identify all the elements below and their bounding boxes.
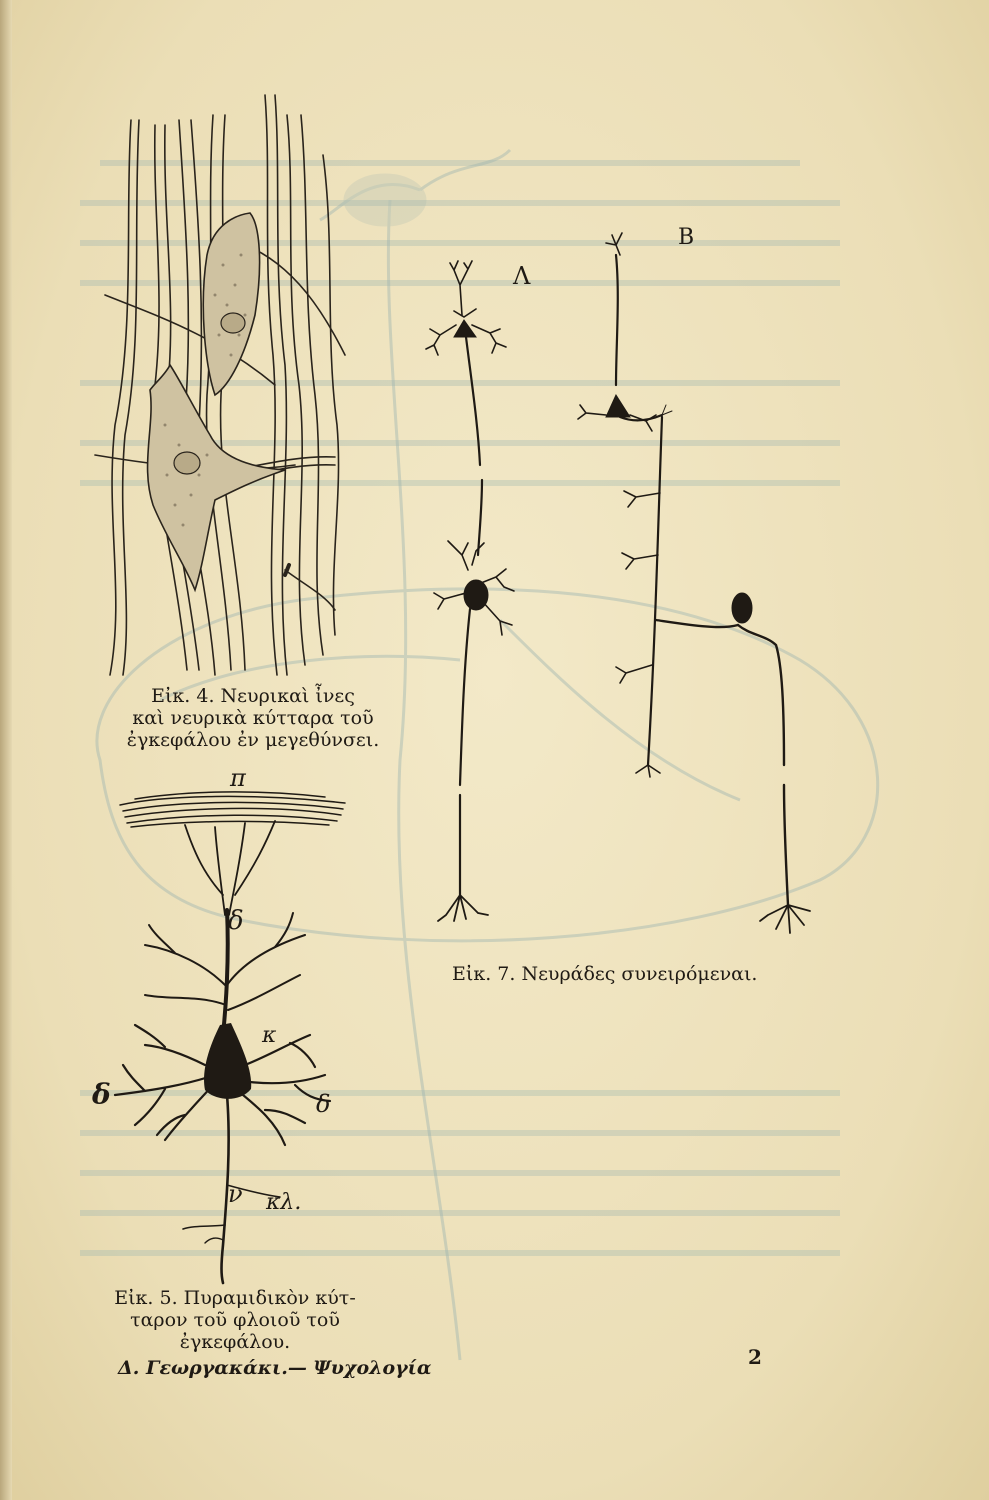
figure5-caption-line3: ἐγκεφάλου. (179, 1330, 291, 1353)
nerve-cell-lower (148, 365, 285, 590)
figure5-label-delta-right: δ (316, 1090, 331, 1118)
page-number: 2 (748, 1345, 762, 1369)
figure4-caption-line3: ἐγκεφάλου ἐν μεγεθύνσει. (126, 728, 380, 751)
figure4-caption-line2: καὶ νευρικὰ κύτταρα τοῦ (132, 706, 374, 729)
neuron-chain-lambda (426, 261, 514, 921)
figure7-neuron-chain-illustration (420, 225, 820, 945)
figure5-label-kappa: κ (262, 1023, 277, 1048)
figure7-caption: Εἰκ. 7. Νευράδες συνειρόμεναι. (452, 963, 758, 985)
figure5-label-delta-top: δ (228, 906, 244, 936)
figure4-caption (118, 686, 388, 752)
figure5-caption-line1: Εἰκ. 5. Πυραμιδικὸν κύτ- (114, 1287, 356, 1309)
footer-author-title: Δ. Γεωργακάκι.— Ψυχολογία (118, 1357, 432, 1379)
figure7-label-beta: Β (678, 225, 695, 250)
neuron-chain-beta (578, 233, 810, 933)
page-gutter (0, 0, 12, 1500)
figure7-label-lambda: Λ (513, 262, 531, 290)
nerve-cell-upper (203, 213, 259, 395)
figure5-label-delta-left: δ (92, 1078, 111, 1111)
figure5-pyramidal-cell-illustration (105, 785, 355, 1285)
figure5-label-nu: ν (228, 1180, 243, 1208)
figure4-caption-line1: Εἰκ. 4. Νευρικαὶ ἶνες (151, 685, 355, 707)
pyramidal-cell-body (204, 1023, 251, 1099)
figure5-caption (100, 1288, 370, 1354)
figure5-caption-line2: ταρον τοῦ φλοιοῦ τοῦ (130, 1308, 340, 1331)
figure5-label-pi: π (230, 764, 246, 792)
figure5-label-kl: κλ. (266, 1190, 302, 1215)
figure4-nerve-fibers-illustration (95, 95, 355, 680)
